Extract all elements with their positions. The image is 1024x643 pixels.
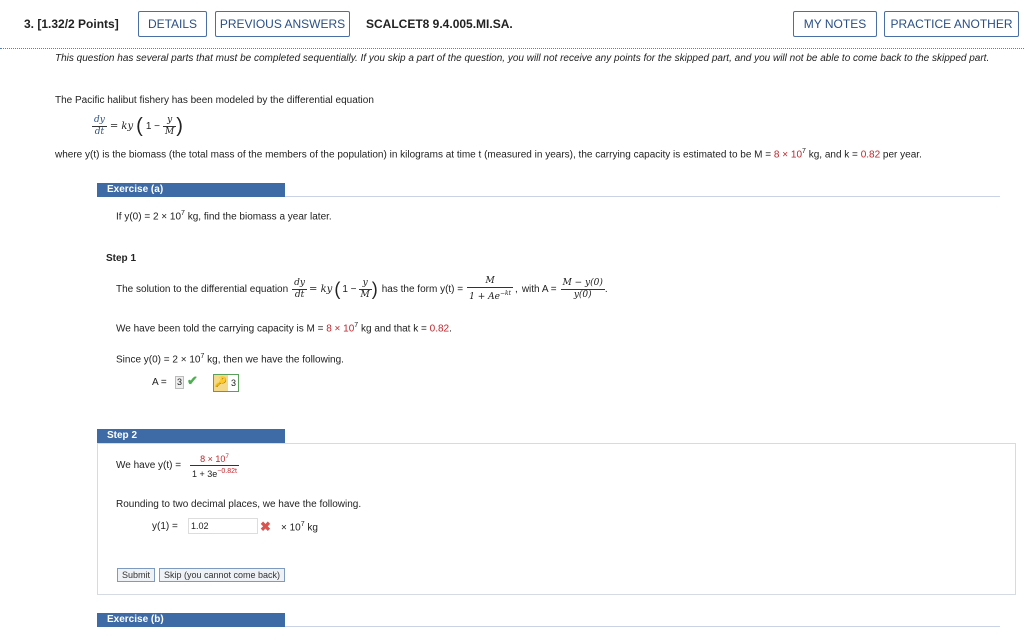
y1-answer-field[interactable]: 1.02	[188, 518, 258, 534]
answer-key[interactable]	[213, 374, 239, 392]
step1-solution-form: The solution to the differential equation $\frac{dy}{dt}$ = ky ( 1 − $\frac{y}{M}$ ) has the form y(t) = $\frac{M}{1 + Ae^{-kt}}$ , with A = $\frac{M - y(0)}{y(0)}$ .	[116, 275, 608, 302]
key-icon: 🔑	[214, 375, 228, 391]
previous-answers-button[interactable]: PREVIOUS ANSWERS	[215, 11, 350, 37]
rounding-text: Rounding to two decimal places, we have the following.	[116, 499, 362, 510]
differential-equation: $\frac{dy}{dt}$ = ky ( 1 − $\frac{y}{M}$ )	[94, 114, 183, 137]
correct-check-icon: ✔	[187, 373, 198, 388]
A-answer-field[interactable]: 3	[176, 377, 182, 387]
question-id: SCALCET8 9.4.005.MI.SA.	[366, 17, 513, 31]
step2-solution-fraction: $8 \times 10^7$ $1 + 3e^{-0.82t}$	[190, 451, 239, 480]
step2-have-label: We have y(t) =	[116, 460, 182, 471]
model-sentence: The Pacific halibut fishery has been modeled by the differential equation	[55, 95, 374, 106]
exercise-a-title: Exercise (a)	[97, 183, 285, 197]
practice-another-button[interactable]: PRACTICE ANOTHER	[884, 11, 1019, 37]
exercise-a-rule	[285, 196, 1000, 197]
incorrect-x-icon: ✖	[260, 519, 271, 534]
exercise-a-prompt: If $y(0) = 2 \times 10^7$ kg, find the biomass a year later.	[116, 210, 332, 223]
exercise-b-rule	[285, 626, 1000, 627]
question-header	[0, 0, 1024, 49]
variables-description: where y(t) is the biomass (the total mass of the members of the population) in kilograms at time t (measured in years), the carrying capacity is estimated to be $M = 8 \times 10^7$ kg, and k = 0.82 per year.	[55, 148, 922, 161]
answer-key-value: 3	[231, 378, 237, 388]
step1-since: Since $y(0) = 2 \times 10^7$ kg, then we have the following.	[116, 353, 344, 366]
details-button[interactable]: DETAILS	[138, 11, 207, 37]
sequential-warning: This question has several parts that must be completed sequentially. If you skip a part of the question, you will not receive any points for the skipped part, and you will not be able to come back to the skipped part.	[55, 53, 990, 64]
skip-button[interactable]: Skip (you cannot come back)	[159, 568, 285, 582]
exercise-b-title: Exercise (b)	[97, 613, 285, 627]
question-points: 3. [1.32/2 Points]	[24, 17, 119, 31]
step1-carrying-capacity: We have been told the carrying capacity is $M = 8 \times 10^7$ kg and that k = 0.82.	[116, 322, 452, 335]
step1-title: Step 1	[106, 253, 137, 264]
y1-label: y(1) =	[152, 521, 178, 532]
step2-title: Step 2	[97, 429, 285, 443]
submit-button[interactable]: Submit	[117, 568, 155, 582]
A-label: A =	[152, 377, 167, 388]
my-notes-button[interactable]: MY NOTES	[793, 11, 877, 37]
y1-unit: × $10^7$ kg	[281, 521, 318, 534]
